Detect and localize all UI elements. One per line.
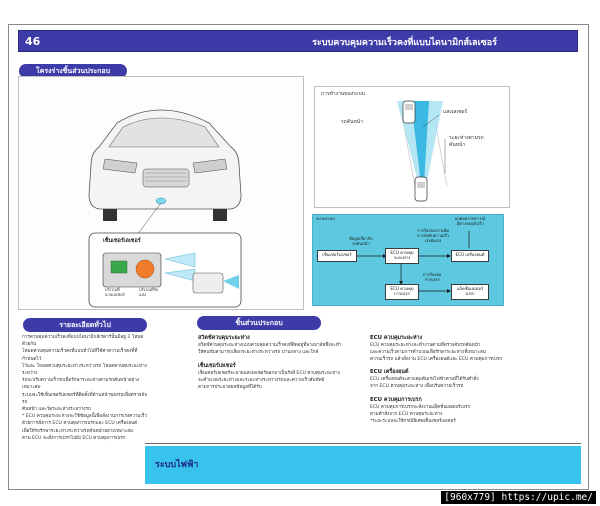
component-line: จาก ECU ควบคุมระยะห่าง เพื่อปรับความเร็วรถ bbox=[370, 384, 464, 390]
ecu-engine-title: ECU เครื่องยนต์ bbox=[370, 369, 409, 375]
flow-node-ecu-engine: ECU เครื่องยนต์ bbox=[451, 250, 489, 262]
flow-node-brake-actuator: แอ็คชั่นเอเตอร์ เบรก bbox=[451, 284, 489, 300]
ecu-engine-text bbox=[370, 376, 570, 390]
overview-line: ด้วยการสั่งการ ECU ควบคุมการเบรกและ ECU เครื่องยนต์ bbox=[22, 421, 138, 427]
header-bar bbox=[18, 30, 578, 52]
laser-light-label: แสงเลเซอร์ bbox=[443, 109, 468, 115]
footer-bar bbox=[145, 446, 581, 484]
page-title: ระบบควบคุมความเร็วคงที่แบบไดนามิกส์เลเซอร์ bbox=[312, 38, 497, 48]
system-flow-diagram bbox=[312, 214, 504, 306]
overview-line: การควบคุมความเร็วคงที่แบบไดนามิกส์เรดาร์นั้นมีอยู่ 2 โหมดด้วยกัน bbox=[22, 335, 144, 348]
system-operation-label: การทำงานของระบบ bbox=[321, 91, 365, 97]
ecu-cruise-title: ECU ควบคุมระยะห่าง bbox=[370, 335, 423, 341]
overview-line: รถจะปรับความเร็วรถเพื่อรักษาระยะห่างตามรถคันหน้าอย่างเหมาะสม bbox=[22, 378, 140, 391]
component-line: สวิตช์ควบคุมระยะห่างแบบควบคุมความเร็วคงที่ติดอยู่ที่พวงมาลัยซึ่งจะทำ bbox=[198, 343, 342, 348]
flow-adjust-label: การร้องขอการเพิ่ม การบังคับความเร็ว เร่งคันเร่ง bbox=[417, 228, 450, 243]
section-components-pill: ชิ้นส่วนประกอบ bbox=[197, 316, 321, 330]
cruise-switch-text bbox=[198, 342, 358, 356]
component-line: ECU ควบคุมระยะห่างจะทำงานตามที่ตรวจจับรถคันหน้า bbox=[370, 343, 481, 348]
ecu-brake-text bbox=[370, 404, 570, 426]
ecu-cruise-text bbox=[370, 342, 570, 364]
page-number: 46 bbox=[25, 35, 41, 48]
laser-sensor-title: เซ็นเซอร์เลเซอร์ bbox=[198, 363, 236, 369]
flow-node-sensor: เซ็นเซอร์เลเซอร์ bbox=[317, 250, 357, 262]
section-structure-pill: โครงร่างชิ้นส่วนประกอบ bbox=[19, 64, 127, 78]
overview-line: ไว้และ โหมดควบคุมระยะห่างระหว่างรถ โหมดควบคุมระยะห่างระหว่าง bbox=[22, 363, 147, 377]
laser-sensor-label: เซ็นเซอร์เลเซอร์ bbox=[103, 238, 141, 244]
overview-paragraph bbox=[22, 334, 150, 442]
laser-sensor-text bbox=[198, 370, 358, 392]
overview-line: คันหน้า และวัดระยะห่างระหว่างรถ bbox=[22, 407, 91, 413]
flow-node-ecu-brake: ECU ควบคุม การเบรก bbox=[385, 284, 419, 300]
component-line: เซ็นเซอร์เลเซอร์จะฉายแสงเลเซอร์ออกมาเป็นรังสี ECU ควบคุมระยะห่าง bbox=[198, 371, 340, 376]
flow-request-label: การร้องขอ การเบรก bbox=[423, 272, 442, 282]
component-line: *ระยะระบบจะใช้กรณีพิเศษเซ็นเซอร์เลเซอร์ bbox=[370, 419, 456, 425]
overview-line: ระบบจะใช้เซ็นเซอร์เลเซอร์ที่ติดตั้งที่ด้านหน้าของรถเพื่อตรวจจับรถ bbox=[22, 392, 148, 405]
section-overview-pill: รายละเอียดทั่วไป bbox=[23, 318, 147, 332]
overview-line: เพื่อให้รถรักษาระยะห่างระหว่างรถคันหน้าอย่างเหมาะสม bbox=[22, 428, 134, 434]
component-line: ตามการประมวลผลข้อมูลที่ได้รับ bbox=[198, 385, 262, 391]
overview-line: ตาม ECU จะสั่งการเบรกไปยัง ECU ควบคุมการเบรก bbox=[22, 435, 126, 441]
flow-node-ecu-cruise: ECU ควบคุม ระยะห่าง bbox=[385, 248, 419, 264]
overview-line: * ECU ควบคุมระยะห่างจะใช้ข้อมูลนี้เพื่อสั่งงานการเร่งความเร็ว bbox=[22, 414, 148, 420]
callout-receive: บริเวณที่รับ แสง bbox=[139, 287, 159, 297]
car-illustration-panel bbox=[18, 76, 304, 310]
car-drawing bbox=[19, 77, 305, 311]
following-distance-label: ระยะห่างตามรถ คันหน้า bbox=[449, 135, 484, 149]
system-operation-diagram bbox=[314, 86, 510, 208]
component-line: และความเร็วตามการคำนวณเพื่อรักษาระยะห่างที่เหมาะสม bbox=[370, 350, 486, 356]
callout-emit: บริเวณที่ ฉายเลเซอร์ bbox=[105, 287, 125, 297]
cruise-switch-title: สวิตช์ควบคุมระยะห่าง bbox=[198, 335, 250, 341]
ecu-brake-title: ECU ควบคุมการเบรก bbox=[370, 397, 422, 403]
front-car-label: รถคันหน้า bbox=[341, 119, 363, 125]
flow-top-right-label: ผลต่อสภาพการณ์ มีทางรอบตัวเร็ว bbox=[455, 216, 486, 226]
footer-label: ระบบไฟฟ้า bbox=[155, 460, 199, 470]
component-line: ให้คนขับสามารถเลือกระยะห่างระหว่างรถ ปานกลาง และใกล้ bbox=[198, 350, 319, 356]
component-line: จะคำนวณระยะห่างและระยะห่างระหว่างรถและความเร็วสัมพัทธ์ bbox=[198, 378, 325, 384]
component-line: ECU ควบคุมการเบรกจะสั่งงานแอ็คชั่นเอเตอร์เบรก bbox=[370, 405, 471, 410]
component-line: ตามคำสั่งจาก ECU ควบคุมระยะห่าง bbox=[370, 412, 443, 418]
flow-title: ระบบระบบ bbox=[316, 216, 335, 221]
component-line: ความเร็วรถ แล้วสั่งงาน ECU เครื่องยนต์และ ECU ควบคุมการเบรก bbox=[370, 357, 503, 363]
component-line: ECU เครื่องยนต์จะควบคุมคันเร่งไฟฟ้าตามที่ได้รับคำสั่ง bbox=[370, 377, 479, 382]
watermark: [960x779] https://upic.me/ bbox=[441, 491, 596, 504]
overview-line: โหมดควบคุมความเร็วคงที่แบบทั่วไปที่ใช้ค่าความเร็วคงที่ที่กำหนดไว้ bbox=[22, 349, 138, 362]
flow-signal-label: ข้อมูลเกี่ยวกับ รถคันหน้า bbox=[349, 236, 373, 246]
